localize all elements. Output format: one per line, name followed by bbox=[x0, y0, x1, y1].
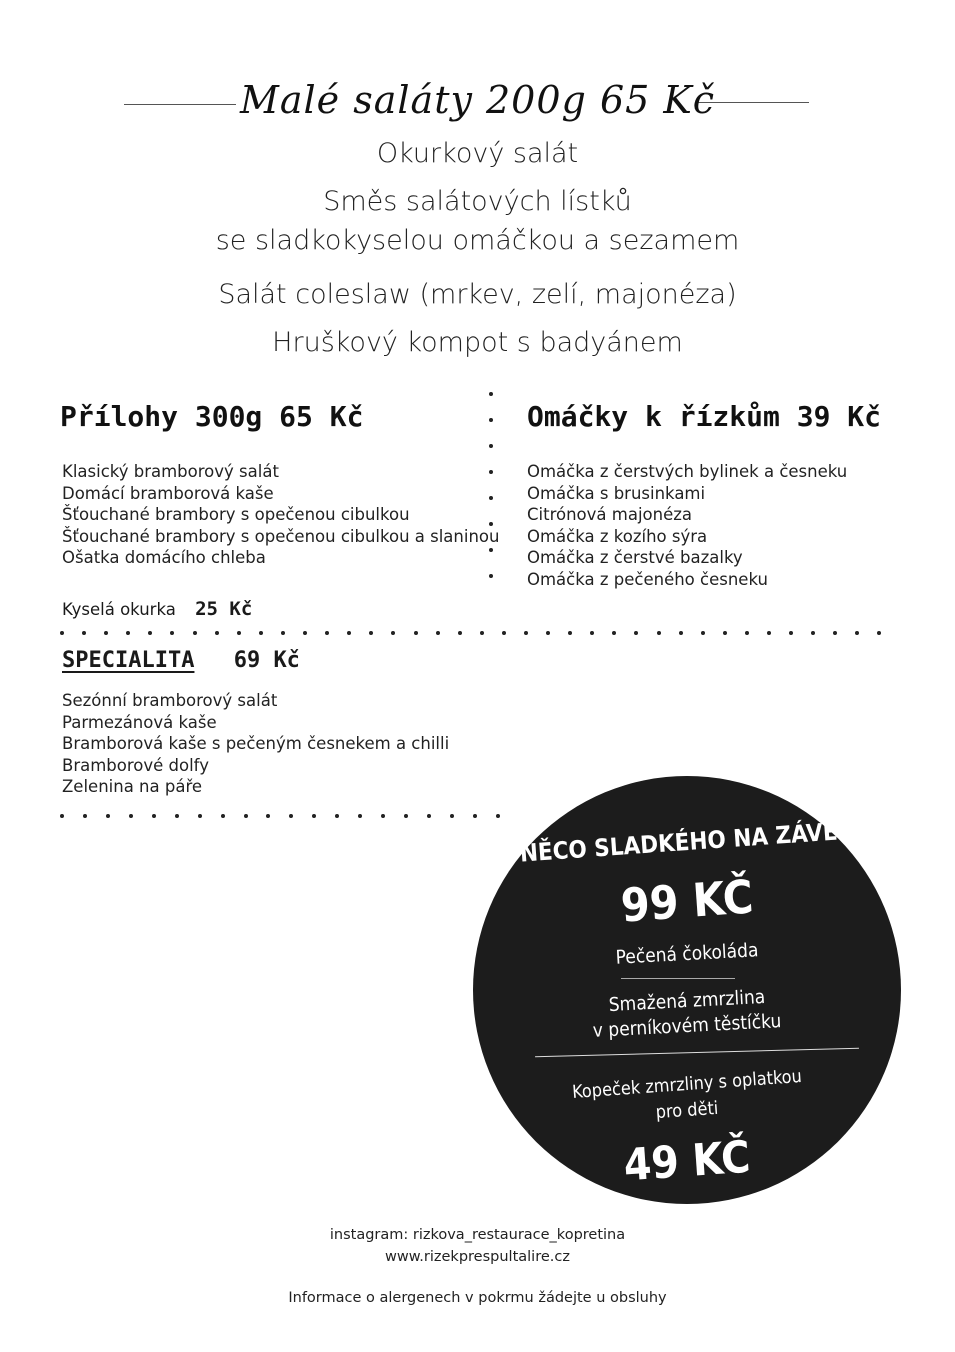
list-item: Zelenina na páře bbox=[62, 777, 203, 796]
sides-heading: Přílohy 300g 65 Kč bbox=[60, 400, 364, 433]
dessert-price: 99 KČ bbox=[619, 869, 755, 933]
dessert-divider bbox=[621, 978, 735, 979]
sauces-heading: Omáčky k řízkům 39 Kč bbox=[527, 400, 882, 433]
list-item: Šťouchané brambory s opečenou cibulkou bbox=[62, 505, 410, 524]
list-item: Domácí bramborová kaše bbox=[62, 483, 274, 503]
salad-item: Okurkový salát bbox=[376, 138, 579, 169]
dessert-item: Smažená zmrzlina bbox=[608, 985, 766, 1017]
pickle-label: Kyselá okurka bbox=[62, 600, 176, 619]
kids-price: 49 KČ bbox=[622, 1131, 752, 1192]
list-item: Sezónní bramborový salát bbox=[62, 691, 278, 710]
special-list bbox=[62, 690, 449, 798]
pickle-line bbox=[62, 598, 252, 620]
special-heading: SPECIALITA bbox=[62, 648, 195, 673]
salad-item: se sladkokyselou omáčkou a sezamem bbox=[215, 225, 740, 256]
website-link[interactable]: www.rizekprespultalire.cz bbox=[385, 1249, 570, 1265]
list-item: Omáčka z pečeného česneku bbox=[527, 569, 768, 589]
list-item: Citrónová majonéza bbox=[527, 505, 693, 524]
list-item: Ošatka domácího chleba bbox=[62, 548, 266, 567]
dessert-item: v perníkovém těstíčku bbox=[592, 1010, 782, 1042]
list-item: Šťouchané brambory s opečenou cibulkou a slaninou bbox=[62, 526, 500, 546]
list-item: Bramborová kaše s pečeným česnekem a chilli bbox=[62, 734, 450, 753]
list-item: Omáčka z kozího sýra bbox=[527, 526, 708, 546]
salad-item: Směs salátových lístků bbox=[323, 186, 632, 217]
allergen-note: Informace o alergenech v pokrmu žádejte u obsluhy bbox=[288, 1290, 667, 1306]
list-item: Omáčka z čerstvých bylinek a česneku bbox=[527, 462, 848, 481]
sauces-list bbox=[527, 461, 847, 590]
special-heading-row bbox=[62, 648, 300, 673]
list-item: Klasický bramborový salát bbox=[62, 462, 279, 481]
sides-list bbox=[62, 461, 499, 569]
special-price: 69 Kč bbox=[233, 648, 300, 673]
list-item: Bramborové dolfy bbox=[62, 755, 209, 775]
list-item: Omáčka s brusinkami bbox=[527, 483, 706, 503]
pickle-price: 25 Kč bbox=[195, 598, 253, 620]
section-divider bbox=[60, 631, 882, 635]
salad-item: Hruškový kompot s badyánem bbox=[272, 327, 683, 358]
instagram-link[interactable]: instagram: rizkova_restaurace_kopretina bbox=[329, 1227, 626, 1243]
list-item: Omáčka z čerstvé bazalky bbox=[527, 548, 743, 567]
column-divider bbox=[489, 392, 493, 578]
section-divider bbox=[60, 814, 500, 818]
kids-item: Kopeček zmrzliny s oplatkou bbox=[571, 1065, 803, 1104]
dessert-heading: NĚCO SLADKÉHO NA ZÁVĚR bbox=[518, 816, 856, 868]
list-item: Parmezánová kaše bbox=[62, 712, 217, 732]
kids-item: pro děti bbox=[655, 1097, 719, 1124]
salad-item: Salát coleslaw (mrkev, zelí, majonéza) bbox=[218, 279, 737, 310]
dessert-item: Pečená čokoláda bbox=[615, 939, 759, 969]
page-title: Malé saláty 200g 65 Kč bbox=[239, 78, 716, 122]
